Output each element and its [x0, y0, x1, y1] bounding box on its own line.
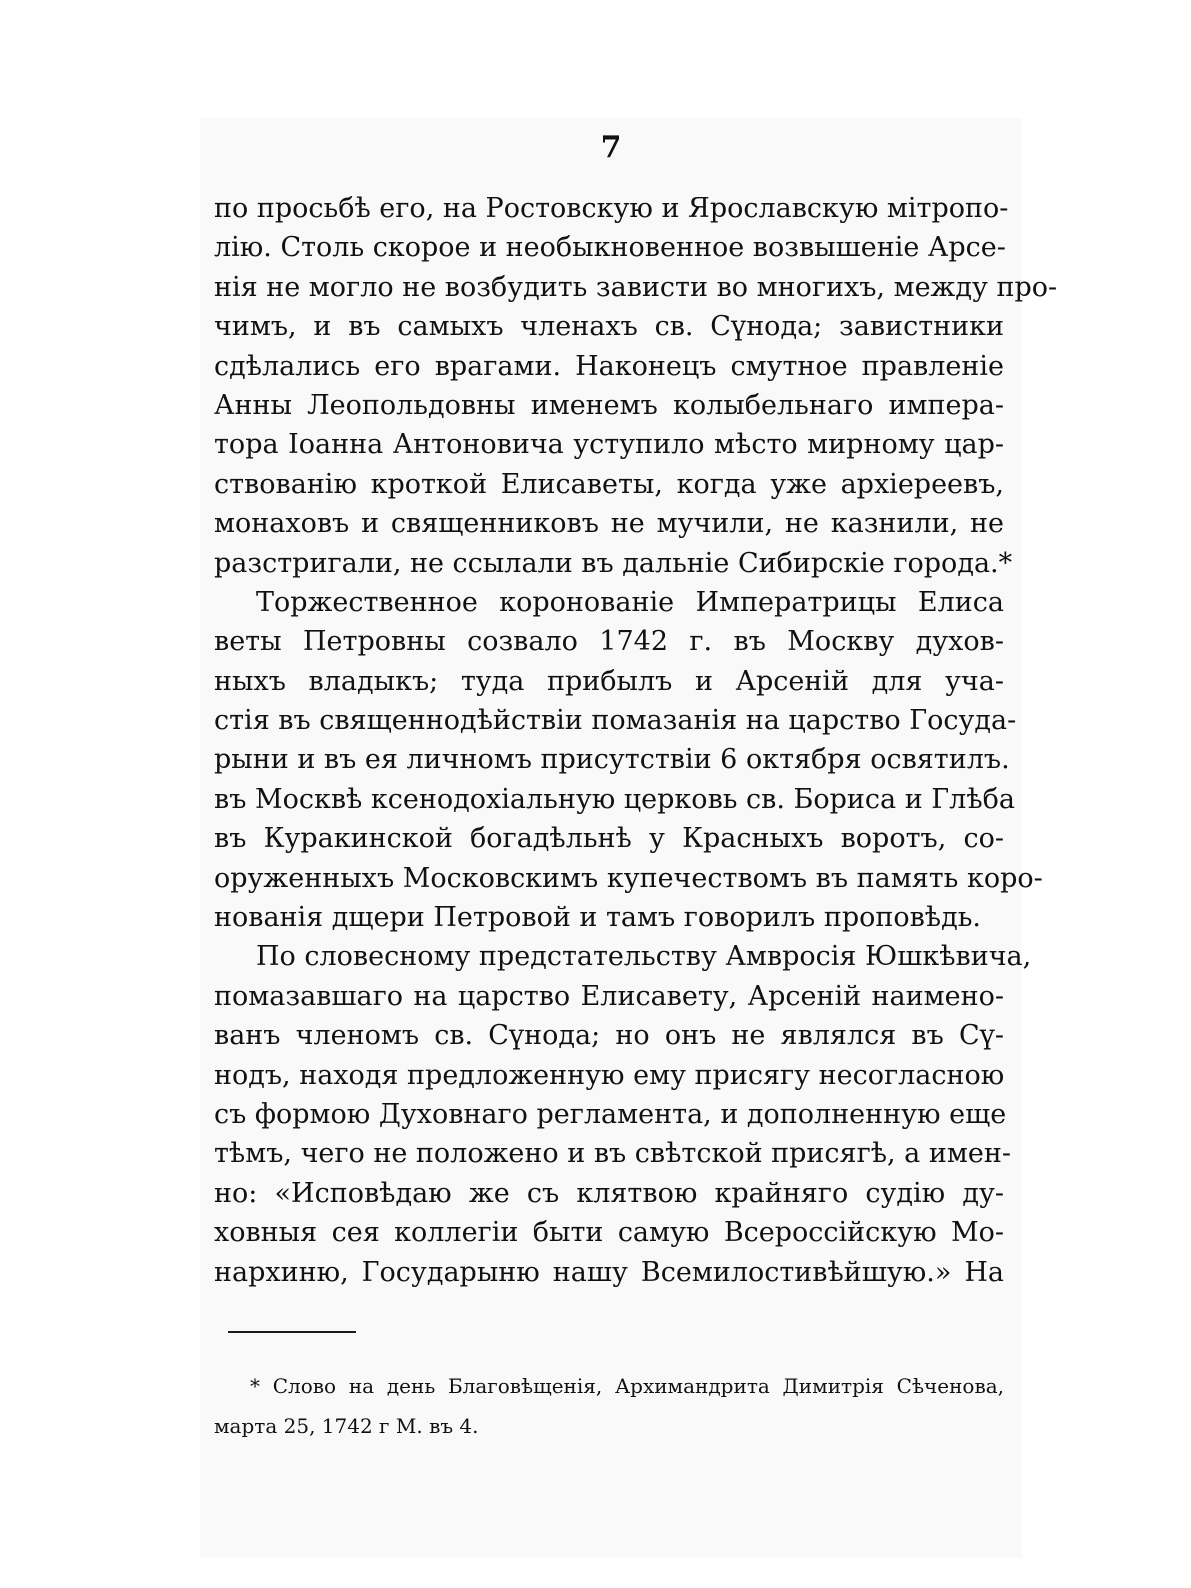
text-line: чимъ, и въ самыхъ членахъ св. Сүнода; завистники [214, 311, 1004, 343]
text-line: ныхъ владыкъ; туда прибылъ и Арсеній для уча- [214, 665, 1004, 697]
paragraph-2 [214, 583, 1043, 938]
text-line: лію. Столь скорое и необыкновенное возвышеніе Арсе- [214, 232, 1006, 264]
text-line: по просьбѣ его, на Ростовскую и Ярославскую мітропо- [214, 193, 1009, 224]
text-line: въ Куракинской богадѣльнѣ у Красныхъ воротъ, со- [214, 823, 1004, 855]
text-line: нованія дщери Петровой и тамъ говорилъ проповѣдь. [214, 902, 981, 934]
paragraph-1 [214, 189, 1058, 583]
text-line: Торжественное коронованіе Императрицы Елиса [256, 586, 1004, 618]
text-line: нодъ, находя предложенную ему присягу несогласною [214, 1059, 1005, 1091]
body-text [214, 189, 1058, 1292]
text-line: тѣмъ, чего не положено и въ свѣтской присягѣ, а имен- [214, 1138, 1011, 1170]
text-line: ванъ членомъ св. Сүнода; но онъ не являлся въ Сү- [214, 1020, 1004, 1052]
text-line: помазавшаго на царство Елисавету, Арсеній наимено- [214, 980, 1004, 1012]
page-number: 7 [600, 130, 622, 165]
footnote-line: * Слово на день Благовѣщенія, Архимандрита Димитрія Сѣченова, [250, 1374, 1004, 1398]
text-line: въ Москвѣ ксенодохіальную церковь св. Бориса и Глѣба [214, 783, 1015, 815]
footnote [214, 1366, 1004, 1446]
book-page [200, 118, 1058, 1558]
text-line: тора Іоанна Антоновича уступило мѣсто мирному цар- [214, 429, 1004, 461]
text-line: сдѣлались его врагами. Наконецъ смутное правленіе [214, 350, 1004, 382]
footnote-line: марта 25, 1742 г М. въ 4. [214, 1414, 479, 1438]
text-line: монаховъ и священниковъ не мучили, не казнили, не [214, 508, 1004, 540]
text-line: оруженныхъ Московскимъ купечествомъ въ память коро- [214, 862, 1043, 894]
text-line: веты Петровны созвало 1742 г. въ Москву духов- [214, 626, 1004, 658]
text-line: рыни и въ ея личномъ присутствіи 6 октября освятилъ. [214, 744, 1010, 776]
footnote-divider [228, 1331, 356, 1333]
text-line: ховныя сея коллегіи быти самую Всероссійскую Мо- [214, 1217, 1004, 1249]
text-line: стія въ священнодѣйствіи помазанія на царство Госуда- [214, 705, 1017, 737]
text-line: ствованію кроткой Елисаветы, когда уже архіереевъ, [214, 468, 1004, 500]
text-line: но: «Исповѣдаю же съ клятвою крайняго судію ду- [214, 1177, 1004, 1209]
text-line: По словесному предстательству Амвросія Юшкѣвича, [256, 941, 1032, 973]
text-line: съ формою Духовнаго регламента, и дополненную еще [214, 1098, 1007, 1130]
text-line: нія не могло не возбудить зависти во многихъ, между про- [214, 271, 1058, 303]
paragraph-3 [214, 937, 1032, 1292]
text-line: Анны Леопольдовны именемъ колыбельнаго импера- [214, 389, 1004, 421]
text-line: нархиню, Государыню нашу Всемилостивѣйшую.» На [214, 1256, 1004, 1288]
text-line: разстригали, не ссылали въ дальніе Сибирскіе города.* [214, 547, 1013, 579]
